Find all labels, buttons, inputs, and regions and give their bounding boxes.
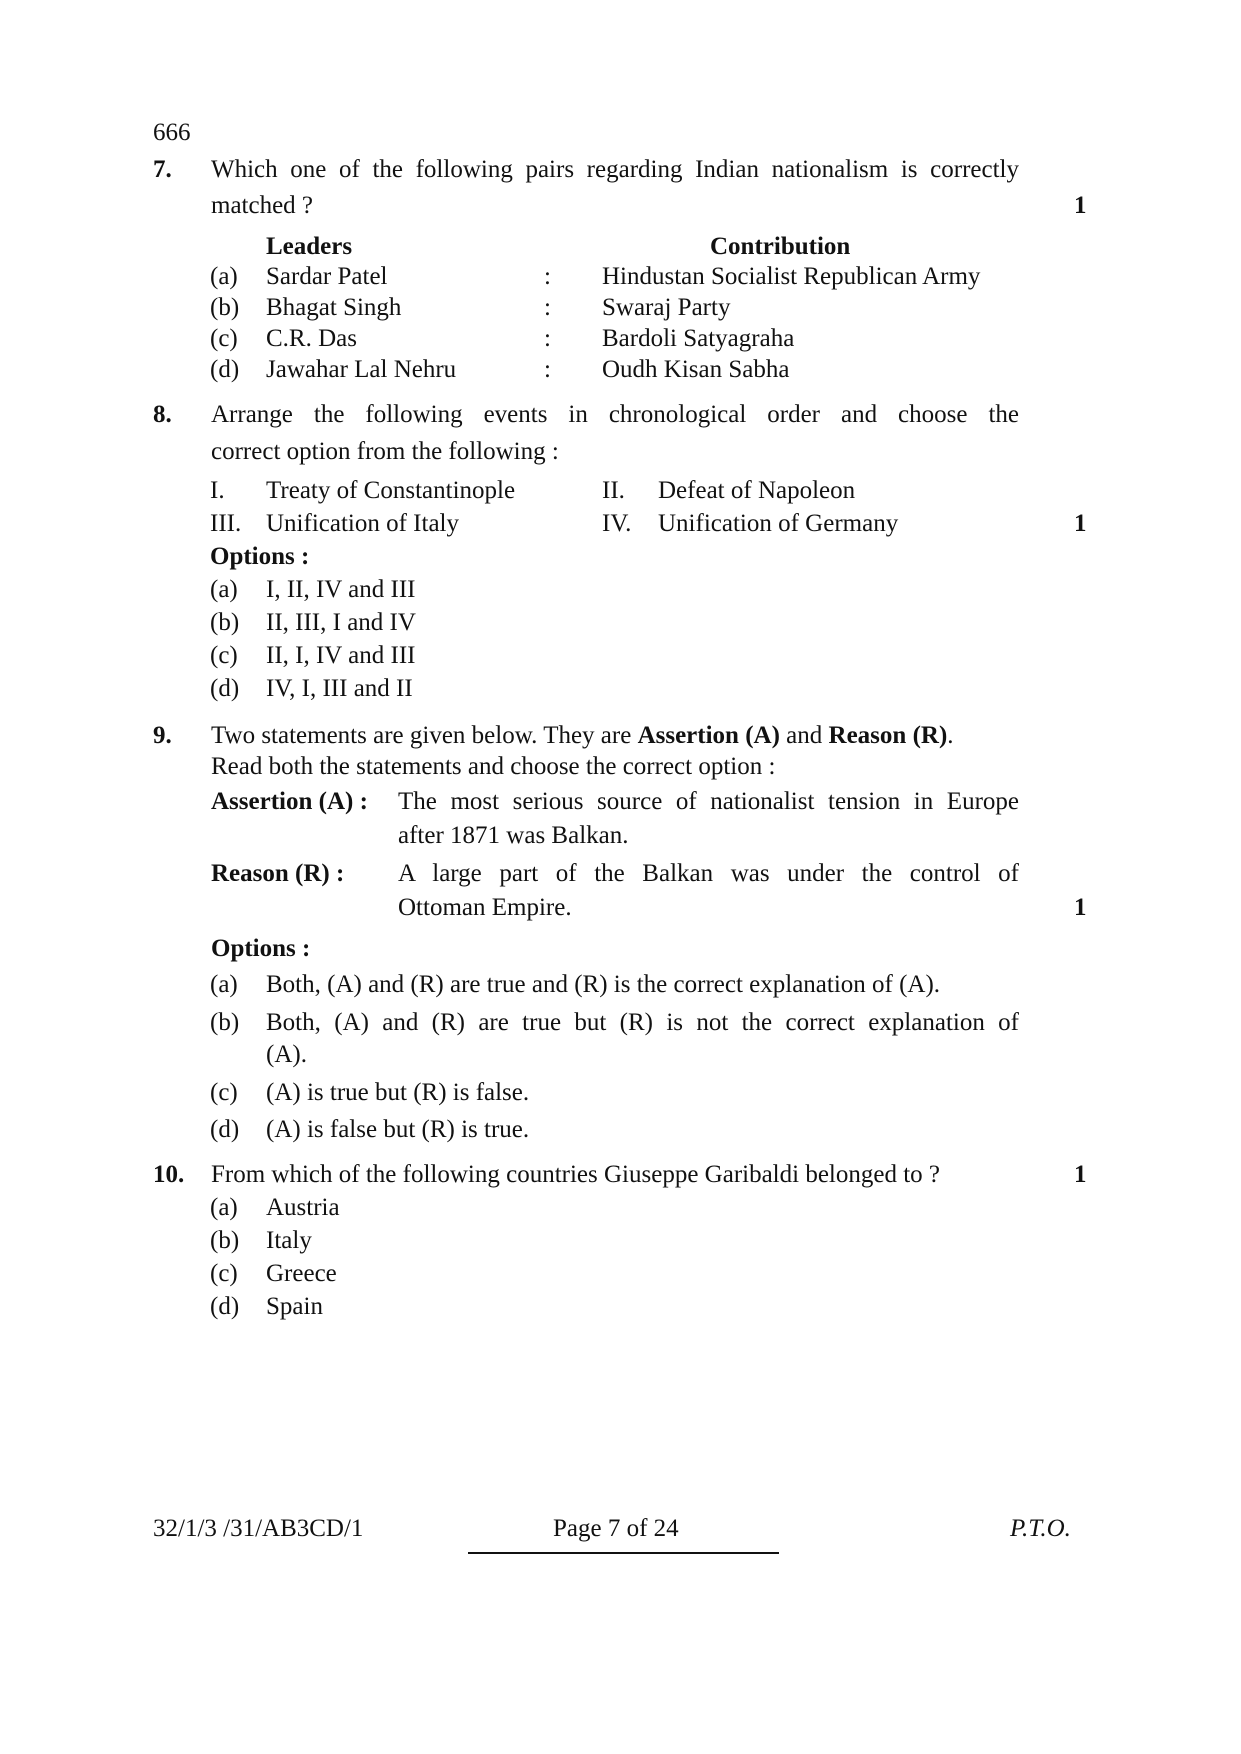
option-letter: (b): [210, 1227, 240, 1254]
marks: 1: [1074, 510, 1087, 537]
contribution: Swaraj Party: [602, 294, 731, 321]
question-text-part: Two statements are given below. They are: [211, 722, 638, 749]
event-text: Treaty of Constantinople: [266, 477, 516, 504]
question-number: 7.: [153, 156, 172, 183]
question-text: From which of the following countries Giuseppe Garibaldi belonged to ?: [211, 1161, 941, 1188]
option-letter: (c): [210, 1079, 238, 1106]
option-letter: (b): [210, 1009, 240, 1036]
question-number: 8.: [153, 401, 172, 428]
option-text: Both, (A) and (R) are true and (R) is the correct explanation of (A).: [266, 971, 941, 998]
event-roman: IV.: [602, 510, 632, 537]
option-letter: (b): [210, 294, 240, 321]
option-text: Both, (A) and (R) are true but (R) is not the correct explanation of: [266, 1009, 1019, 1036]
column-header-leaders: Leaders: [266, 233, 353, 260]
question-number: 9.: [153, 722, 172, 749]
options-label: Options :: [211, 935, 311, 962]
separator: :: [544, 325, 551, 352]
paper-code: 32/1/3 /31/AB3CD/1: [153, 1515, 364, 1542]
option-letter: (b): [210, 609, 240, 636]
option-text: IV, I, III and II: [266, 675, 413, 702]
reason-label: Reason (R) :: [211, 860, 345, 887]
contribution: Oudh Kisan Sabha: [602, 356, 790, 383]
question-number: 10.: [153, 1161, 185, 1188]
marks: 1: [1074, 894, 1087, 921]
reason-text: A large part of the Balkan was under the control of: [398, 860, 1019, 887]
option-text: I, II, IV and III: [266, 576, 416, 603]
option-letter: (a): [210, 263, 238, 290]
option-text: (A) is false but (R) is true.: [266, 1116, 530, 1143]
option-letter: (d): [210, 1116, 240, 1143]
option-letter: (c): [210, 325, 238, 352]
option-text: (A) is true but (R) is false.: [266, 1079, 530, 1106]
option-text: Spain: [266, 1293, 323, 1320]
assertion-text-continued: after 1871 was Balkan.: [398, 822, 629, 849]
event-text: Unification of Italy: [266, 510, 459, 537]
separator: :: [544, 263, 551, 290]
option-letter: (a): [210, 971, 238, 998]
assertion-label: Assertion (A) :: [211, 788, 368, 815]
separator: :: [544, 356, 551, 383]
option-text: Greece: [266, 1260, 337, 1287]
leader-name: Sardar Patel: [266, 263, 388, 290]
marks: 1: [1074, 192, 1087, 219]
page-number: Page 7 of 24: [553, 1515, 679, 1542]
question-text-continued: matched ?: [211, 192, 314, 219]
column-header-contribution: Contribution: [710, 233, 851, 260]
option-text-continued: (A).: [266, 1041, 307, 1068]
question-text-part: and: [779, 722, 829, 749]
leader-name: Jawahar Lal Nehru: [266, 356, 457, 383]
marks: 1: [1074, 1161, 1087, 1188]
assertion-text: The most serious source of nationalist tension in Europe: [398, 788, 1019, 815]
option-text: II, I, IV and III: [266, 642, 416, 669]
question-text: [211, 721, 954, 751]
option-letter: (d): [210, 356, 240, 383]
leader-name: Bhagat Singh: [266, 294, 402, 321]
question-text: Which one of the following pairs regarding Indian nationalism is correctly: [211, 156, 1019, 183]
event-roman: III.: [210, 510, 242, 537]
reason-term: Reason (R): [828, 722, 948, 749]
event-text: Defeat of Napoleon: [658, 477, 856, 504]
event-roman: I.: [210, 477, 225, 504]
reason-text-continued: Ottoman Empire.: [398, 894, 572, 921]
option-letter: (c): [210, 1260, 238, 1287]
page-code: 666: [153, 119, 191, 146]
option-letter: (a): [210, 1194, 238, 1221]
question-text: Arrange the following events in chronological order and choose the: [211, 401, 1019, 428]
event-text: Unification of Germany: [658, 510, 899, 537]
option-letter: (a): [210, 576, 238, 603]
page-number-underline: [468, 1552, 779, 1554]
question-text-continued: correct option from the following :: [211, 438, 559, 465]
option-letter: (d): [210, 1293, 240, 1320]
option-text: Italy: [266, 1227, 312, 1254]
question-text-continued: Read both the statements and choose the correct option :: [211, 753, 776, 780]
leader-name: C.R. Das: [266, 325, 357, 352]
question-text-part: .: [947, 722, 954, 749]
option-text: Austria: [266, 1194, 340, 1221]
contribution: Bardoli Satyagraha: [602, 325, 795, 352]
event-roman: II.: [602, 477, 625, 504]
option-letter: (c): [210, 642, 238, 669]
separator: :: [544, 294, 551, 321]
contribution: Hindustan Socialist Republican Army: [602, 263, 981, 290]
option-letter: (d): [210, 675, 240, 702]
please-turn-over: P.T.O.: [1010, 1515, 1071, 1542]
options-label: Options :: [210, 543, 310, 570]
assertion-term: Assertion (A): [637, 722, 780, 749]
option-text: II, III, I and IV: [266, 609, 416, 636]
